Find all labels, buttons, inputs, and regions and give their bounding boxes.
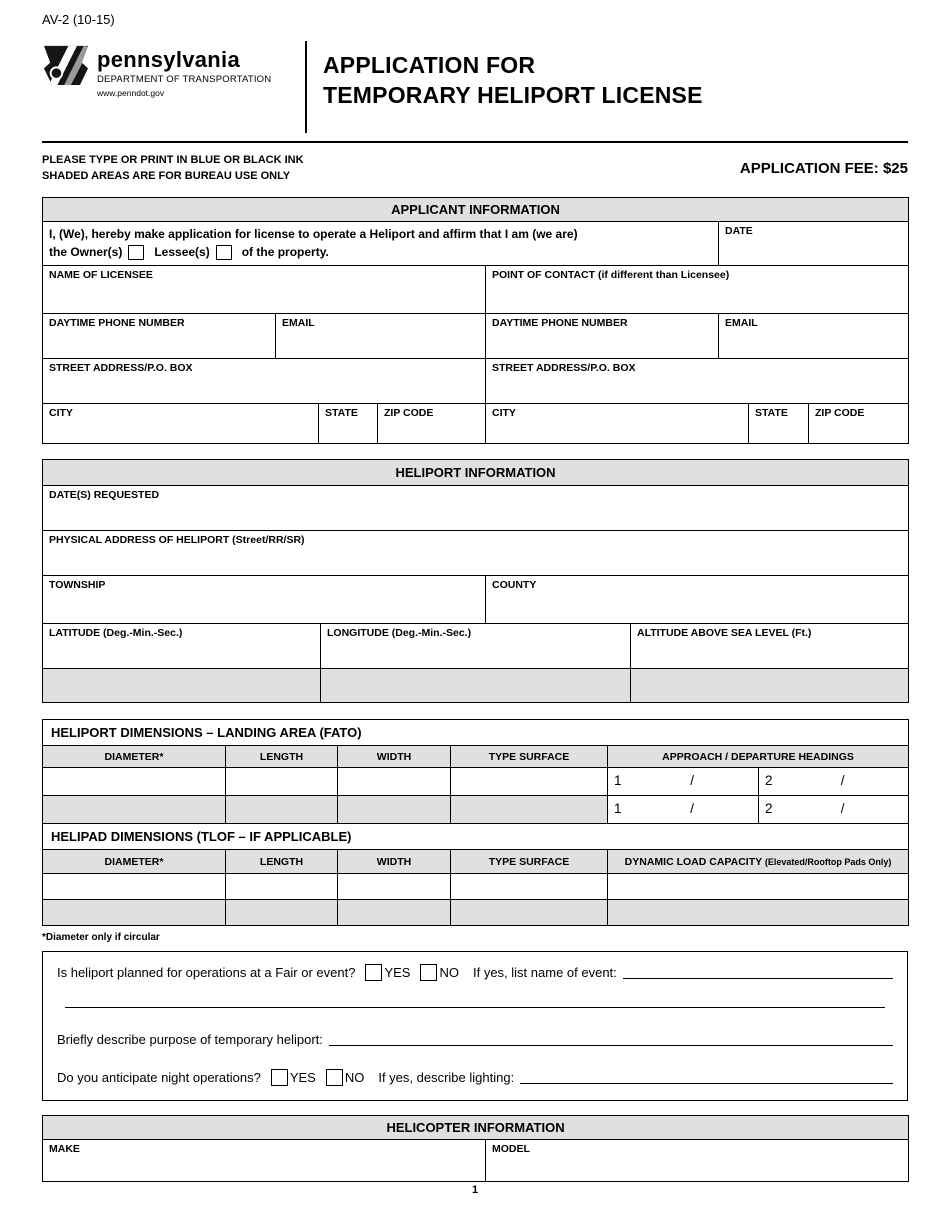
contact-email-label: EMAIL <box>725 317 758 330</box>
tlof-header-length: LENGTH <box>226 850 338 874</box>
night-yes-label: YES <box>289 1070 316 1086</box>
fato-section-header: HELIPORT DIMENSIONS – LANDING AREA (FATO) <box>43 720 909 746</box>
bureau-use-cell <box>43 900 226 926</box>
fato-header-surface: TYPE SURFACE <box>451 746 608 768</box>
county-label: COUNTY <box>492 579 537 592</box>
name-of-licensee-field[interactable] <box>43 266 486 314</box>
purpose-line[interactable] <box>329 1033 893 1046</box>
fair-question-row <box>57 964 893 981</box>
property-label: of the property. <box>241 245 329 260</box>
penndot-logo <box>42 41 305 133</box>
contact-state-field[interactable] <box>749 404 809 444</box>
fato-heading2-slash: / <box>840 772 845 788</box>
night-yes-checkbox[interactable] <box>271 1069 288 1086</box>
tlof-length-field[interactable] <box>226 874 338 900</box>
tlof-header-surface: TYPE SURFACE <box>451 850 608 874</box>
logo-website: www.penndot.gov <box>97 88 165 98</box>
heliport-section-header: HELIPORT INFORMATION <box>43 460 909 486</box>
fair-yes-label: YES <box>384 965 411 981</box>
physical-address-label: PHYSICAL ADDRESS OF HELIPORT (Street/RR/SR) <box>49 534 305 547</box>
purpose-question-label: Briefly describe purpose of temporary heliport: <box>57 1032 323 1048</box>
helicopter-make-label: MAKE <box>49 1143 80 1156</box>
helicopter-model-label: MODEL <box>492 1143 530 1156</box>
night-question-label: Do you anticipate night operations? <box>57 1070 261 1086</box>
licensee-zip-field[interactable] <box>378 404 486 444</box>
fato-heading1-bureau-field <box>608 796 759 824</box>
dimensions-table <box>42 719 909 926</box>
instruction-line-2: SHADED AREAS ARE FOR BUREAU USE ONLY <box>42 169 291 182</box>
fair-no-label: NO <box>439 965 459 981</box>
page-number: 1 <box>471 1184 479 1196</box>
fato-diameter-field[interactable] <box>43 768 226 796</box>
fato-heading2-number: 2 <box>765 772 773 788</box>
longitude-field[interactable] <box>321 624 631 669</box>
fato-header-width: WIDTH <box>338 746 451 768</box>
diameter-footnote: *Diameter only if circular <box>42 932 160 944</box>
owner-label: the Owner(s) <box>49 245 123 260</box>
bureau-use-cell <box>608 900 909 926</box>
night-followup-label: If yes, describe lighting: <box>378 1070 515 1086</box>
fair-no-checkbox[interactable] <box>420 964 437 981</box>
logo-text <box>97 41 271 98</box>
title-line-2: TEMPORARY HELIPORT LICENSE <box>323 81 703 108</box>
licensee-street-field[interactable] <box>43 359 486 404</box>
county-field[interactable] <box>486 576 909 624</box>
fato-heading2-number: 2 <box>765 800 773 816</box>
helicopter-model-field[interactable] <box>486 1140 909 1182</box>
fato-heading1-number: 1 <box>614 800 622 816</box>
bureau-use-cell <box>451 796 608 824</box>
date-field[interactable] <box>719 221 909 265</box>
logo-name: pennsylvania <box>97 47 240 72</box>
licensee-city-label: CITY <box>49 407 73 420</box>
lighting-line[interactable] <box>520 1071 893 1084</box>
bureau-use-cell <box>338 796 451 824</box>
fato-heading1-field[interactable] <box>608 768 759 796</box>
tlof-load-capacity-field[interactable] <box>608 874 909 900</box>
instruction-line-1: PLEASE TYPE OR PRINT IN BLUE OR BLACK INK <box>42 154 304 166</box>
tlof-width-field[interactable] <box>338 874 451 900</box>
tlof-header-diameter: DIAMETER* <box>43 850 226 874</box>
header-rule <box>42 141 908 143</box>
night-question-row <box>57 1069 893 1086</box>
fato-header-diameter: DIAMETER* <box>43 746 226 768</box>
dates-requested-field[interactable] <box>43 486 909 531</box>
fato-heading2-slash: / <box>840 800 845 816</box>
name-of-licensee-label: NAME OF LICENSEE <box>49 269 153 282</box>
licensee-email-label: EMAIL <box>282 317 315 330</box>
bureau-use-cell <box>338 900 451 926</box>
latitude-label: LATITUDE (Deg.-Min.-Sec.) <box>49 627 183 640</box>
event-name-line-2[interactable] <box>65 1007 885 1008</box>
point-of-contact-label: POINT OF CONTACT (if different than Licensee) <box>492 269 730 282</box>
fair-yes-checkbox[interactable] <box>365 964 382 981</box>
fato-heading1-slash: / <box>690 800 695 816</box>
fato-header-headings: APPROACH / DEPARTURE HEADINGS <box>608 746 909 768</box>
fato-length-field[interactable] <box>226 768 338 796</box>
contact-phone-field[interactable] <box>486 314 719 359</box>
night-no-label: NO <box>344 1070 365 1086</box>
licensee-email-field[interactable] <box>276 314 486 359</box>
point-of-contact-field[interactable] <box>486 266 909 314</box>
heliport-information-table <box>42 459 909 703</box>
licensee-zip-label: ZIP CODE <box>384 407 434 420</box>
fato-width-field[interactable] <box>338 768 451 796</box>
helicopter-make-field[interactable] <box>43 1140 486 1182</box>
instructions-text <box>42 153 304 185</box>
affirmation-cell <box>43 221 719 265</box>
tlof-section-header: HELIPAD DIMENSIONS (TLOF – IF APPLICABLE) <box>43 824 909 850</box>
fair-followup-label: If yes, list name of event: <box>472 965 617 981</box>
contact-city-field[interactable] <box>486 404 749 444</box>
contact-street-label: STREET ADDRESS/P.O. BOX <box>492 362 636 375</box>
altitude-field[interactable] <box>631 624 909 669</box>
fato-heading1-number: 1 <box>614 772 622 788</box>
bureau-use-cell <box>321 669 631 703</box>
licensee-city-field[interactable] <box>43 404 319 444</box>
night-no-checkbox[interactable] <box>326 1069 343 1086</box>
load-capacity-sublabel: (Elevated/Rooftop Pads Only) <box>764 856 892 867</box>
bureau-use-cell <box>451 900 608 926</box>
affirmation-line-1: I, (We), hereby make application for license to operate a Heliport and affirm that I am (we are) <box>49 226 578 241</box>
date-label: DATE <box>725 224 753 237</box>
lessee-label: Lessee(s) <box>154 245 210 260</box>
contact-state-label: STATE <box>755 407 788 420</box>
licensee-state-field[interactable] <box>319 404 378 444</box>
fato-surface-field[interactable] <box>451 768 608 796</box>
lessee-checkbox[interactable] <box>216 245 232 260</box>
township-label: TOWNSHIP <box>49 579 106 592</box>
fato-heading1-slash: / <box>690 772 695 788</box>
owner-checkbox[interactable] <box>128 245 144 260</box>
tlof-header-load-capacity <box>608 850 909 874</box>
contact-zip-field[interactable] <box>809 404 909 444</box>
instructions-row <box>42 153 908 185</box>
contact-street-field[interactable] <box>486 359 909 404</box>
dates-requested-label: DATE(S) REQUESTED <box>49 489 160 502</box>
tlof-header-width: WIDTH <box>338 850 451 874</box>
fato-heading2-field[interactable] <box>759 768 909 796</box>
tlof-surface-field[interactable] <box>451 874 608 900</box>
fato-heading2-bureau-field <box>759 796 909 824</box>
applicant-information-table <box>42 197 909 444</box>
purpose-question-row <box>57 1032 893 1047</box>
fato-header-length: LENGTH <box>226 746 338 768</box>
event-name-line[interactable] <box>623 966 893 979</box>
licensee-phone-label: DAYTIME PHONE NUMBER <box>49 317 185 330</box>
tlof-diameter-field[interactable] <box>43 874 226 900</box>
contact-zip-label: ZIP CODE <box>815 407 865 420</box>
application-fee: APPLICATION FEE: $25 <box>739 160 908 178</box>
bureau-use-cell <box>43 796 226 824</box>
contact-email-field[interactable] <box>719 314 909 359</box>
longitude-label: LONGITUDE (Deg.-Min.-Sec.) <box>327 627 472 640</box>
township-field[interactable] <box>43 576 486 624</box>
latitude-field[interactable] <box>43 624 321 669</box>
altitude-label: ALTITUDE ABOVE SEA LEVEL (Ft.) <box>637 627 812 640</box>
bureau-use-cell <box>43 669 321 703</box>
logo-department: DEPARTMENT OF TRANSPORTATION <box>97 74 272 85</box>
physical-address-field[interactable] <box>43 531 909 576</box>
bureau-use-cell <box>226 900 338 926</box>
licensee-phone-field[interactable] <box>43 314 276 359</box>
keystone-icon <box>42 41 90 87</box>
page-title <box>307 41 703 133</box>
bureau-use-cell <box>226 796 338 824</box>
licensee-state-label: STATE <box>325 407 358 420</box>
bureau-use-cell <box>631 669 909 703</box>
form-header <box>42 41 908 133</box>
load-capacity-label: DYNAMIC LOAD CAPACITY <box>624 855 762 868</box>
title-line-1: APPLICATION FOR <box>323 52 536 78</box>
licensee-street-label: STREET ADDRESS/P.O. BOX <box>49 362 193 375</box>
form-number: AV-2 (10-15) <box>42 12 115 27</box>
fair-question-label: Is heliport planned for operations at a Fair or event? <box>57 965 356 981</box>
affirmation-line-2 <box>49 243 712 262</box>
helicopter-information-table <box>42 1115 909 1182</box>
contact-phone-label: DAYTIME PHONE NUMBER <box>492 317 628 330</box>
questions-section <box>42 951 908 1101</box>
contact-city-label: CITY <box>492 407 516 420</box>
helicopter-section-header: HELICOPTER INFORMATION <box>43 1116 909 1140</box>
applicant-section-header: APPLICANT INFORMATION <box>43 197 909 221</box>
